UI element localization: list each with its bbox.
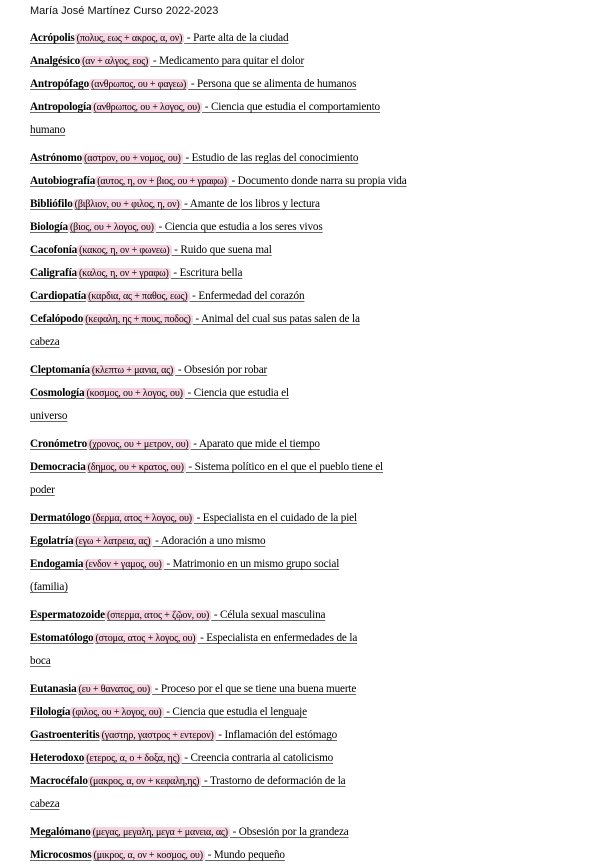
entry-definition: - Parte alta de la ciudad [184,32,289,44]
entry-term: Egolatría [30,535,74,547]
entry-etymology: (πολυς, εως + ακρος, α, ον) [76,33,183,44]
glossary-entry [30,770,485,815]
entry-etymology: (ευ + θανατος, ου) [78,684,151,695]
entry-term: Analgésico [30,55,81,67]
glossary-entry [30,678,485,701]
entry-term: Cefalópodo [30,313,84,325]
entry-definition: - Amante de los libros y lectura [181,198,320,210]
entry-definition-continued: boca [30,655,51,667]
entry-etymology: (καλος, η, ον + γραφω) [78,268,169,279]
glossary-entry [30,96,485,141]
entry-term: Antropófago [30,78,90,90]
entry-definition: - Aparato que mide el tiempo [190,438,320,450]
glossary-entry [30,507,485,530]
entry-definition: - Sistema político en el que el pueblo tiene el [185,461,384,473]
entry-etymology: (σπερμα, ατος + ζῷον, ου) [106,610,210,621]
entry-etymology: (κακος, η, ον + φωνεω) [79,245,170,256]
entry-definition: - Inflamación del estómago [215,729,338,741]
glossary-entry [30,604,485,627]
glossary-entry [30,747,485,770]
entry-term: Microcosmos [30,849,92,861]
entry-term: Macrocéfalo [30,775,88,787]
glossary-entry [30,382,485,427]
entry-definition: - Ciencia que estudia a los seres vivos [155,221,323,233]
entry-etymology: (δημος, ου + κρατος, ου) [87,462,184,473]
glossary-entry [30,724,485,747]
entry-etymology: (βιος, ου + λογος, ου) [69,222,154,233]
glossary-entry [30,553,485,598]
entry-definition: - Creencia contraria al catolicismo [181,752,334,764]
glossary-entry [30,627,485,672]
entry-definition: - Obsesión por robar [175,364,268,376]
glossary-entry [30,285,485,308]
entry-term: Acrópolis [30,32,75,44]
entry-term: Estomatólogo [30,632,94,644]
glossary-entry [30,433,485,456]
entry-definition: - Documento donde narra su propia vida [228,175,407,187]
glossary-entry [30,844,485,867]
entry-definition: - Proceso por el que se tiene una buena muerte [152,683,357,695]
glossary-entry [30,530,485,553]
entry-term: Cronómetro [30,438,88,450]
entry-term: Cardiopatía [30,290,87,302]
glossary-entry [30,262,485,285]
entry-etymology: (χρονος, ου + μετρον, ου) [89,439,189,450]
entry-etymology: (καρδια, ας + παθος, εως) [88,291,188,302]
entry-term: Astrónomo [30,152,83,164]
entry-definition: - Persona que se alimenta de humanos [188,78,357,90]
entry-definition: - Especialista en el cuidado de la piel [193,512,357,524]
entry-definition: - Mundo pequeño [204,849,285,861]
entry-term: Democracia [30,461,86,473]
entry-definition: - Estudio de las reglas del conocimiento [182,152,359,164]
entry-definition: - Matrimonio en un mismo grupo social [163,558,340,570]
glossary-entry [30,147,485,170]
glossary-entry [30,27,485,50]
entry-definition: - Especialista en enfermedades de la [197,632,358,644]
document-header: María José Martínez Curso 2022-2023 [30,5,219,17]
entry-etymology: (ανθρωπος, ου + φαγεω) [91,79,187,90]
entry-etymology: (ενδον + γαμος, ου) [85,559,162,570]
glossary-entry [30,359,485,382]
glossary-entry [30,50,485,73]
entry-term: Eutanasia [30,683,77,695]
entry-definition-continued: (familia) [30,581,68,593]
entry-definition: - Obsesión por la grandeza [229,826,349,838]
entry-etymology: (κλεπτω + μανια, ας) [91,365,174,376]
entry-term: Antropología [30,101,92,113]
glossary-entry [30,216,485,239]
entry-term: Megalómano [30,826,91,838]
glossary-entry [30,821,485,844]
entry-etymology: (μικρος, α, ον + κοσμος, ου) [93,850,203,861]
entry-term: Autobiografía [30,175,96,187]
entry-etymology: (μεγας, μεγαλη, μεγα + μανεια, ας) [92,827,228,838]
entry-definition: - Ciencia que estudia el [184,387,289,399]
entry-definition: - Medicamento para quitar el dolor [150,55,305,67]
entry-term: Filología [30,706,71,718]
entry-definition: - Ruido que suena mal [171,244,272,256]
entry-term: Dermatólogo [30,512,91,524]
entry-term: Caligrafía [30,267,77,279]
entry-definition: - Enfermedad del corazón [189,290,305,302]
entry-etymology: (αν + αλγος, εος) [82,56,149,67]
glossary-entry [30,239,485,262]
entry-etymology: (κοσμος, ου + λογος, ου) [86,388,183,399]
entry-definition: - Adoración a uno mismo [152,535,266,547]
entry-etymology: (ανθρωπος, ου + λογος, ου) [93,102,201,113]
entry-etymology: (αυτος, η, ον + βιος, ου + γραφω) [97,176,227,187]
entry-definition-continued: cabeza [30,798,60,810]
glossary-entry [30,73,485,96]
entry-term: Cacofonía [30,244,78,256]
entry-term: Endogamia [30,558,84,570]
entry-definition-continued: cabeza [30,336,60,348]
entry-term: Cosmología [30,387,85,399]
entry-definition-continued: universo [30,410,68,422]
entry-etymology: (κεφαλη, ης + πους, ποδος) [85,314,191,325]
entry-term: Cleptomanía [30,364,90,376]
entry-definition: - Ciencia que estudia el comportamiento [202,101,380,113]
entry-term: Espermatozoide [30,609,105,621]
entry-term: Heterodoxo [30,752,85,764]
glossary-entry [30,456,485,501]
entry-etymology: (μακρος, α, ον + κεφαλη,ης) [89,776,200,787]
entry-etymology: (ετερος, α, ο + δοξα, ης) [86,753,180,764]
glossary-entry [30,701,485,724]
entry-definition: - Animal del cual sus patas salen de la [192,313,360,325]
entry-definition: - Célula sexual masculina [211,609,326,621]
glossary-entry [30,193,485,216]
glossary-list [30,27,485,867]
entry-definition-continued: humano [30,124,66,136]
entry-etymology: (αστρον, ου + νομος, ου) [84,153,181,164]
entry-etymology: (γαστηρ, γαστρος + εντερον) [101,730,214,741]
entry-etymology: (δερμα, ατος + λογος, ου) [92,513,192,524]
entry-term: Biología [30,221,68,233]
entry-definition-continued: poder [30,484,55,496]
entry-etymology: (βιβλιον, ου + φιλος, η, ον) [74,199,180,210]
entry-etymology: (εγω + λατρεια, ας) [75,536,151,547]
entry-term: Bibliófilo [30,198,73,210]
entry-etymology: (φιλος, ου + λογος, ου) [72,707,162,718]
entry-definition: - Trastorno de deformación de la [201,775,346,787]
entry-etymology: (στομα, ατος + λογος, ου) [95,633,196,644]
entry-definition: - Ciencia que estudia el lenguaje [163,706,307,718]
glossary-entry [30,308,485,353]
entry-term: Gastroenteritis [30,729,100,741]
glossary-entry [30,170,485,193]
entry-definition: - Escritura bella [170,267,243,279]
